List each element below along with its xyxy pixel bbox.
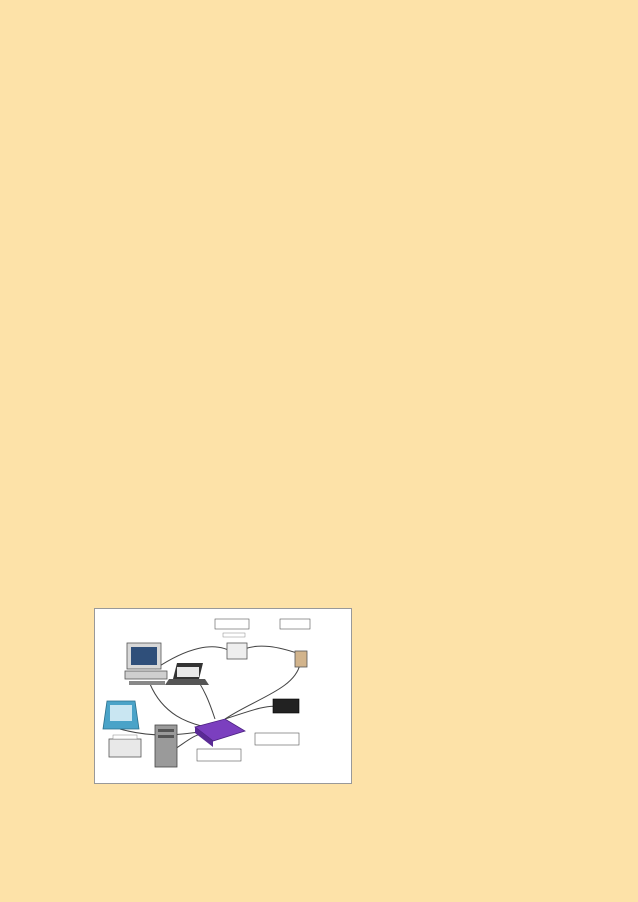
page-title (64, 108, 68, 132)
dsl-lan-illustration (95, 609, 351, 783)
document-page (64, 72, 574, 832)
bat-border-top (0, 22, 638, 62)
dsl-lan-diagram (94, 608, 352, 784)
bat-border-bottom (0, 852, 638, 892)
bat-border-left (24, 0, 64, 902)
bat-border-right (580, 0, 620, 902)
